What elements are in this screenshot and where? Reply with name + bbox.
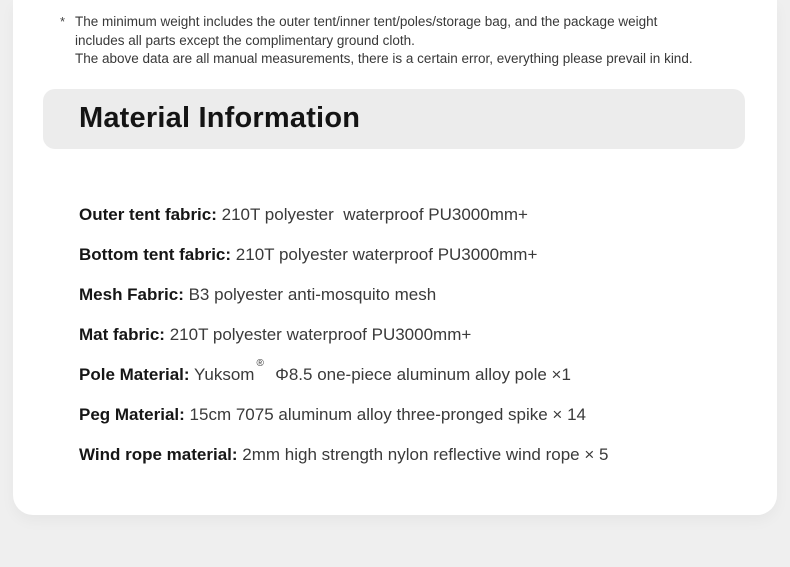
material-row-mesh [79, 275, 777, 315]
material-label: Outer tent fabric: [79, 204, 217, 224]
material-value: 210T polyester waterproof PU3000mm+ [221, 204, 528, 224]
material-value: B3 polyester anti-mosquito mesh [188, 284, 437, 304]
material-value: 2mm high strength nylon reflective wind rope × 5 [242, 444, 609, 464]
material-label: Peg Material: [79, 404, 185, 424]
material-row-pole [79, 355, 777, 395]
asterisk-marker: * [60, 14, 66, 29]
note-line: The above data are all manual measurements, there is a certain error, everything please prevail in kind. [75, 51, 693, 66]
material-row-outer-tent [79, 195, 777, 235]
registered-trademark-icon: ® [256, 357, 264, 369]
note-text [75, 13, 735, 69]
material-row-peg [79, 395, 777, 435]
material-label: Wind rope material: [79, 444, 238, 464]
material-row-mat [79, 315, 777, 355]
weight-disclaimer-note [13, 0, 777, 69]
material-label: Mesh Fabric: [79, 284, 184, 304]
material-row-bottom-tent [79, 235, 777, 275]
brand-name: Yuksom [193, 364, 255, 384]
section-title: Material Information [79, 102, 361, 134]
material-value: Φ8.5 one-piece aluminum alloy pole ×1 [265, 364, 571, 384]
note-line: includes all parts except the complimentary ground cloth. [75, 32, 415, 48]
material-label: Mat fabric: [79, 324, 165, 344]
material-value: 210T polyester waterproof PU3000mm+ [235, 244, 538, 264]
product-description-card [13, 0, 777, 515]
material-value: 210T polyester waterproof PU3000mm+ [169, 324, 472, 344]
material-label: Pole Material: [79, 364, 190, 384]
note-line: The minimum weight includes the outer tent/inner tent/poles/storage bag, and the package weight [75, 14, 658, 29]
material-information-header [43, 89, 745, 149]
material-row-wind-rope [79, 435, 777, 475]
material-label: Bottom tent fabric: [79, 244, 232, 264]
material-value: 15cm 7075 aluminum alloy three-pronged spike × 14 [189, 404, 586, 424]
materials-list [79, 195, 777, 475]
